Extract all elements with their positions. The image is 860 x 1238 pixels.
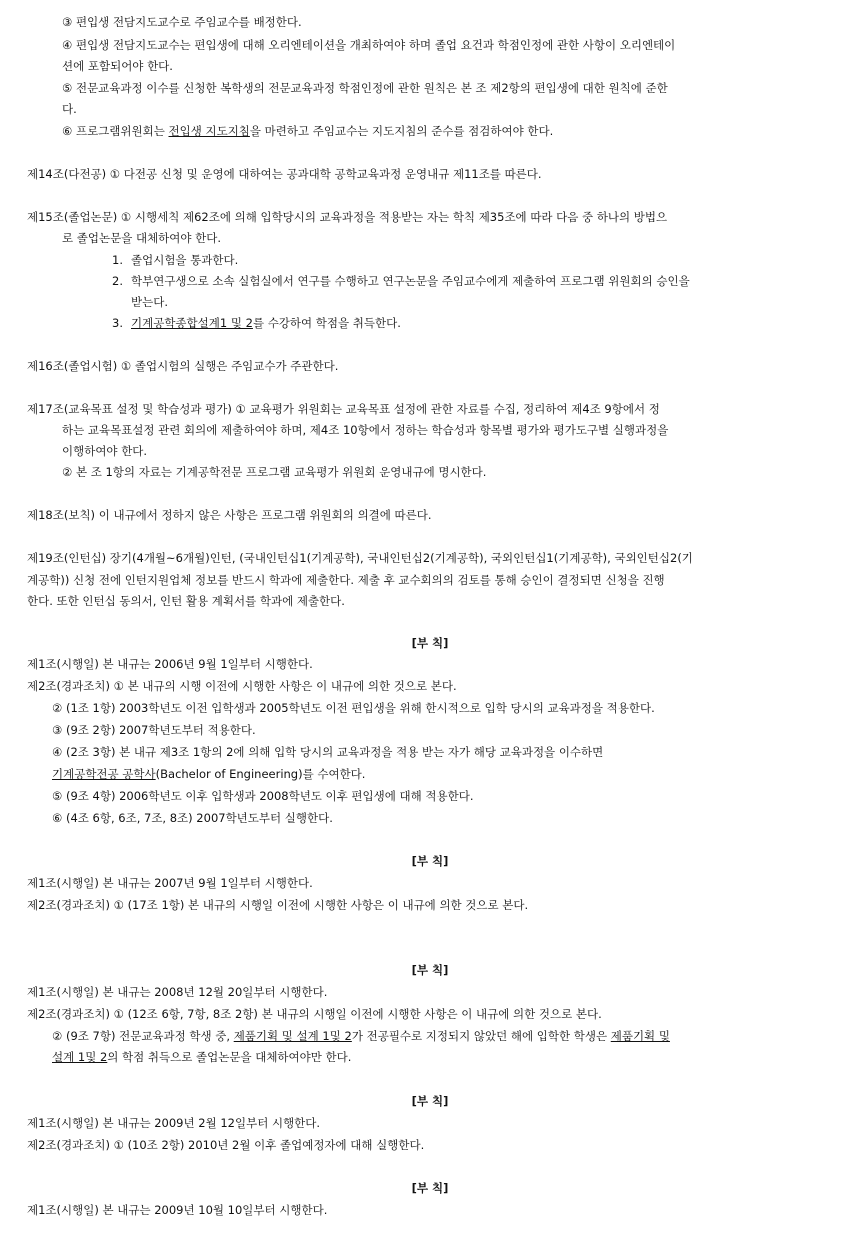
addenda-heading: [부 칙] xyxy=(411,854,449,868)
list-item: 학부연구생으로 소속 실험실에서 연구를 수행하고 연구논문을 주임교수에게 제출하여 프로그램 위원회의 승인을 xyxy=(131,274,690,288)
article-17-cont: 이행하여야 한다. xyxy=(62,444,148,458)
addenda-article-2: 제2조(경과조치) ① 본 내규의 시행 이전에 시행한 사항은 이 내규에 의한 것으로 본다. xyxy=(27,679,457,693)
text: ② (9조 7항) 전문교육과정 학생 중, xyxy=(52,1029,234,1043)
addenda-item: ③ (9조 2항) 2007학년도부터 적용한다. xyxy=(52,723,256,737)
addenda-article-1: 제1조(시행일) 본 내규는 2008년 12월 20일부터 시행한다. xyxy=(27,985,328,999)
list-number: 1. xyxy=(112,253,123,267)
addenda-article-2: 제2조(경과조치) ① (12조 6항, 7항, 8조 2항) 본 내규의 시행일 이전에 시행한 사항은 이 내규에 의한 것으로 본다. xyxy=(27,1007,602,1021)
underlined-term: 제품기획 및 설계 1및 2 xyxy=(233,1029,352,1043)
underlined-term: 기계공학전공 공학사 xyxy=(52,767,156,781)
addenda-heading: [부 칙] xyxy=(411,1181,449,1195)
addenda-heading: [부 칙] xyxy=(411,636,449,650)
addenda-item-cont xyxy=(52,766,365,782)
list-item: 졸업시험을 통과한다. xyxy=(131,253,239,267)
article-15: 제15조(졸업논문) ① 시행세칙 제62조에 의해 입학당시의 교육과정을 적용받는 자는 학칙 제35조에 따라 다음 중 하나의 방법으 xyxy=(27,210,668,224)
text: 을 마련하고 주임교수는 지도지침의 준수를 점검하여야 한다. xyxy=(249,124,554,138)
underlined-term: 전입생 지도지침 xyxy=(168,124,250,138)
article-13-item-5-cont: 다. xyxy=(62,102,77,116)
text: ⑥ 프로그램위원회는 xyxy=(62,124,169,138)
article-19-cont: 한다. 또한 인턴십 동의서, 인턴 활용 계획서를 학과에 제출한다. xyxy=(27,594,345,608)
addenda-article-1: 제1조(시행일) 본 내규는 2009년 10월 10일부터 시행한다. xyxy=(27,1203,328,1217)
article-19: 제19조(인턴십) 장기(4개월~6개월)인턴, (국내인턴십1(기계공학), 국내인턴십2(기계공학), 국외인턴십1(기계공학), 국외인턴십2(기 xyxy=(27,551,693,565)
addenda-item-cont xyxy=(52,1049,351,1065)
addenda-heading: [부 칙] xyxy=(411,963,449,977)
addenda-item xyxy=(52,1028,670,1044)
addenda-heading: [부 칙] xyxy=(411,1094,449,1108)
article-16: 제16조(졸업시험) ① 졸업시험의 실행은 주임교수가 주관한다. xyxy=(27,359,339,373)
article-13-item-3: ③ 편입생 전담지도교수로 주임교수를 배정한다. xyxy=(62,15,302,29)
addenda-item: ⑤ (9조 4항) 2006학년도 이후 입학생과 2008학년도 이후 편입생에 대해 적용한다. xyxy=(52,789,474,803)
addenda-article-2: 제2조(경과조치) ① (17조 1항) 본 내규의 시행일 이전에 시행한 사항은 이 내규에 의한 것으로 본다. xyxy=(27,898,529,912)
article-13-item-5: ⑤ 전문교육과정 이수를 신청한 복학생의 전문교육과정 학점인정에 관한 원칙은 본 조 제2항의 편입생에 대한 원칙에 준한 xyxy=(62,81,668,95)
addenda-article-2: 제2조(경과조치) ① (10조 2항) 2010년 2월 이후 졸업예정자에 대해 실행한다. xyxy=(27,1138,425,1152)
text: 의 학점 취득으로 졸업논문을 대체하여야만 한다. xyxy=(107,1050,352,1064)
article-13-item-4-cont: 션에 포함되어야 한다. xyxy=(62,59,173,73)
article-19-cont: 계공학)) 신청 전에 인턴지원업체 정보를 반드시 학과에 제출한다. 제출 후 교수회의의 검토를 통해 승인이 결정되면 신청을 진행 xyxy=(27,573,665,587)
article-15-cont: 로 졸업논문을 대체하여야 한다. xyxy=(62,231,222,245)
addenda-article-1: 제1조(시행일) 본 내규는 2007년 9월 1일부터 시행한다. xyxy=(27,876,313,890)
article-13-item-4: ④ 편입생 전담지도교수는 편입생에 대해 오리엔테이션을 개최하여야 하며 졸업 요건과 학점인정에 관한 사항이 오리엔테이 xyxy=(62,38,676,52)
text: 가 전공필수로 지정되지 않았던 해에 입학한 학생은 xyxy=(351,1029,611,1043)
underlined-term: 설계 1및 2 xyxy=(52,1050,108,1064)
article-13-item-6 xyxy=(62,123,553,139)
addenda-item: ② (1조 1항) 2003학년도 이전 입학생과 2005학년도 이전 편입생을 위해 한시적으로 입학 당시의 교육과정을 적용한다. xyxy=(52,701,655,715)
underlined-term: 기계공학종합설계1 및 2 xyxy=(131,316,253,330)
underlined-term: 제품기획 및 xyxy=(610,1029,670,1043)
list-number: 3. xyxy=(112,316,123,330)
article-17-item-2: ② 본 조 1항의 자료는 기계공학전문 프로그램 교육평가 위원회 운영내규에 명시한다. xyxy=(62,465,487,479)
article-18: 제18조(보칙) 이 내규에서 정하지 않은 사항은 프로그램 위원회의 의결에 따른다. xyxy=(27,508,432,522)
article-17-cont: 하는 교육목표설정 관련 회의에 제출하여야 하며, 제4조 10항에서 정하는 학습성과 항목별 평가와 평가도구별 실행과정을 xyxy=(62,423,669,437)
addenda-article-1: 제1조(시행일) 본 내규는 2009년 2월 12일부터 시행한다. xyxy=(27,1116,321,1130)
article-14: 제14조(다전공) ① 다전공 신청 및 운영에 대하여는 공과대학 공학교육과정 운영내규 제11조를 따른다. xyxy=(27,167,542,181)
list-item xyxy=(131,315,401,331)
article-17: 제17조(교육목표 설정 및 학습성과 평가) ① 교육평가 위원회는 교육목표 설정에 관한 자료를 수집, 정리하여 제4조 9항에서 정 xyxy=(27,402,660,416)
text: (Bachelor of Engineering)를 수여한다. xyxy=(155,767,366,781)
addenda-item: ⑥ (4조 6항, 6조, 7조, 8조) 2007학년도부터 실행한다. xyxy=(52,811,333,825)
list-number: 2. xyxy=(112,274,123,288)
text: 를 수강하여 학점을 취득한다. xyxy=(252,316,401,330)
list-item-cont: 받는다. xyxy=(131,295,168,309)
addenda-item: ④ (2조 3항) 본 내규 제3조 1항의 2에 의해 입학 당시의 교육과정을 적용 받는 자가 해당 교육과정을 이수하면 xyxy=(52,745,604,759)
addenda-article-1: 제1조(시행일) 본 내규는 2006년 9월 1일부터 시행한다. xyxy=(27,657,313,671)
